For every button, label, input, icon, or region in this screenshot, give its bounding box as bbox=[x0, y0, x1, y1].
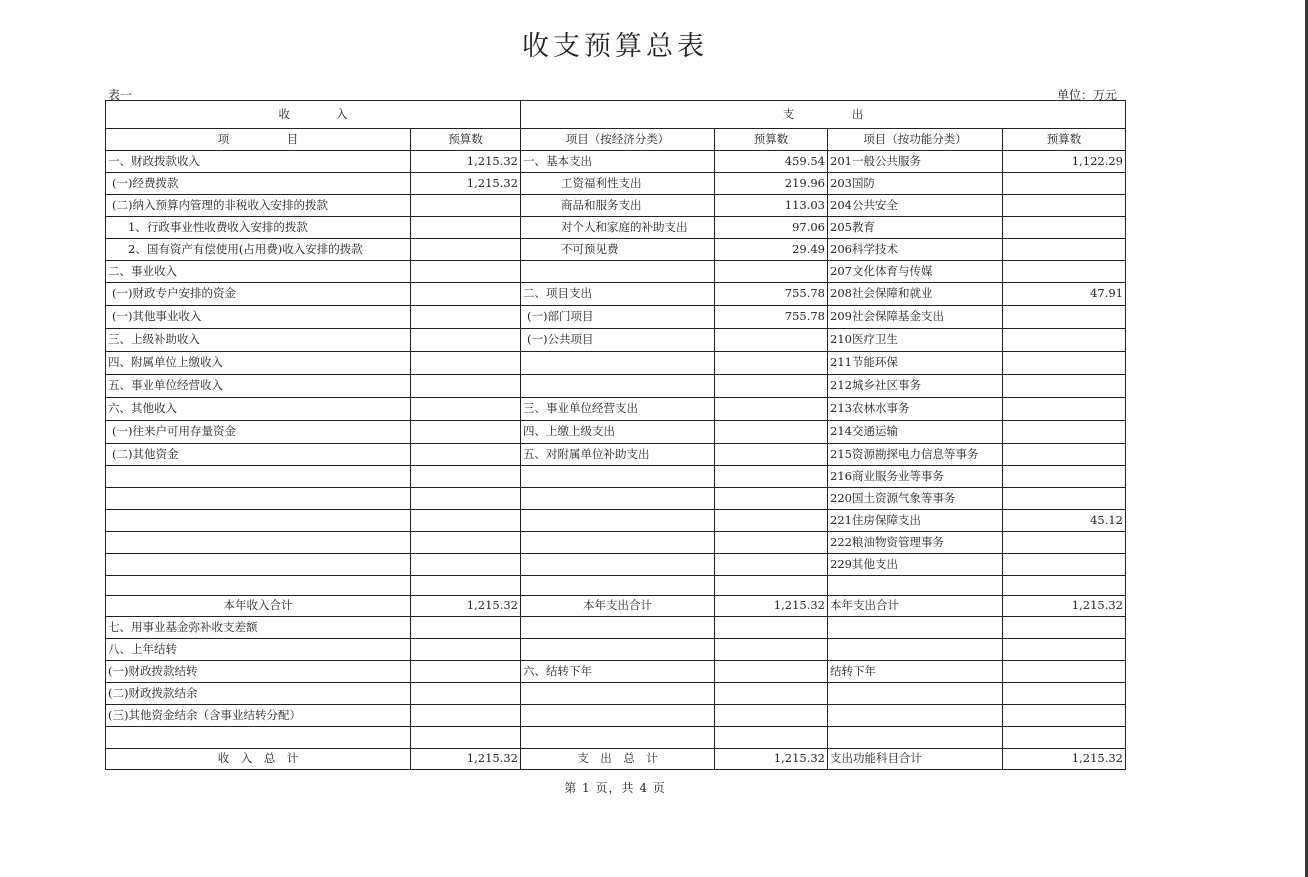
econ-value-cell bbox=[715, 532, 828, 554]
income-item-cell bbox=[106, 532, 411, 554]
econ-value-cell bbox=[715, 466, 828, 488]
income-value-cell bbox=[411, 617, 521, 639]
func-item-cell: 229其他支出 bbox=[828, 554, 1003, 576]
econ-value-cell bbox=[715, 576, 828, 596]
econ-value-cell bbox=[715, 488, 828, 510]
col-func-item: 项目（按功能分类） bbox=[828, 129, 1003, 151]
func-item-cell: 207文化体育与传媒 bbox=[828, 261, 1003, 283]
func-value-cell bbox=[1003, 195, 1126, 217]
func-item-cell: 209社会保障基金支出 bbox=[828, 306, 1003, 329]
econ-item-cell: 不可预见费 bbox=[521, 239, 715, 261]
income-value-cell bbox=[411, 488, 521, 510]
econ-item-cell bbox=[521, 375, 715, 398]
func-value-cell: 1,215.32 bbox=[1003, 749, 1126, 770]
table-row bbox=[106, 261, 1126, 283]
econ-value-cell: 459.54 bbox=[715, 151, 828, 173]
table-row bbox=[106, 329, 1126, 352]
table-row bbox=[106, 639, 1126, 661]
table-row bbox=[106, 444, 1126, 466]
func-value-cell bbox=[1003, 617, 1126, 639]
income-value-cell bbox=[411, 705, 521, 727]
func-item-cell bbox=[828, 576, 1003, 596]
income-item-cell: 八、上年结转 bbox=[106, 639, 411, 661]
econ-item-cell bbox=[521, 576, 715, 596]
col-econ-item: 项目（按经济分类） bbox=[521, 129, 715, 151]
func-value-cell bbox=[1003, 488, 1126, 510]
income-value-cell bbox=[411, 239, 521, 261]
func-item-cell bbox=[828, 705, 1003, 727]
income-item-cell: (二)财政拨款结余 bbox=[106, 683, 411, 705]
econ-value-cell bbox=[715, 510, 828, 532]
table-row bbox=[106, 306, 1126, 329]
header-column-row bbox=[106, 129, 1126, 151]
econ-value-cell bbox=[715, 705, 828, 727]
income-header: 收 入 bbox=[106, 101, 521, 129]
table-row bbox=[106, 510, 1126, 532]
econ-value-cell: 755.78 bbox=[715, 283, 828, 306]
func-item-cell: 214交通运输 bbox=[828, 421, 1003, 444]
func-item-cell: 211节能环保 bbox=[828, 352, 1003, 375]
econ-item-cell: 对个人和家庭的补助支出 bbox=[521, 217, 715, 239]
func-item-cell bbox=[828, 727, 1003, 749]
econ-item-cell: (一)部门项目 bbox=[521, 306, 715, 329]
income-item-cell: 六、其他收入 bbox=[106, 398, 411, 421]
income-item-cell: (一)财政拨款结转 bbox=[106, 661, 411, 683]
func-item-cell bbox=[828, 683, 1003, 705]
income-value-cell bbox=[411, 352, 521, 375]
table-row bbox=[106, 596, 1126, 617]
func-value-cell bbox=[1003, 239, 1126, 261]
func-item-cell: 210医疗卫生 bbox=[828, 329, 1003, 352]
func-item-cell bbox=[828, 639, 1003, 661]
econ-value-cell: 29.49 bbox=[715, 239, 828, 261]
budget-summary-table bbox=[105, 100, 1126, 770]
income-value-cell bbox=[411, 195, 521, 217]
income-value-cell bbox=[411, 217, 521, 239]
func-value-cell bbox=[1003, 532, 1126, 554]
econ-item-cell: 二、项目支出 bbox=[521, 283, 715, 306]
func-value-cell bbox=[1003, 683, 1126, 705]
income-item-cell: 七、用事业基金弥补收支差额 bbox=[106, 617, 411, 639]
income-value-cell: 1,215.32 bbox=[411, 749, 521, 770]
income-value-cell bbox=[411, 261, 521, 283]
func-value-cell: 1,215.32 bbox=[1003, 596, 1126, 617]
econ-item-cell bbox=[521, 261, 715, 283]
income-value-cell bbox=[411, 576, 521, 596]
header-group-row bbox=[106, 101, 1126, 129]
econ-item-cell: 三、事业单位经营支出 bbox=[521, 398, 715, 421]
table-row bbox=[106, 532, 1126, 554]
econ-value-cell bbox=[715, 444, 828, 466]
expense-header: 支 出 bbox=[521, 101, 1126, 129]
income-item-cell bbox=[106, 727, 411, 749]
func-value-cell bbox=[1003, 466, 1126, 488]
income-value-cell: 1,215.32 bbox=[411, 596, 521, 617]
econ-value-cell bbox=[715, 683, 828, 705]
income-value-cell bbox=[411, 661, 521, 683]
func-value-cell: 47.91 bbox=[1003, 283, 1126, 306]
func-value-cell bbox=[1003, 421, 1126, 444]
income-value-cell bbox=[411, 532, 521, 554]
income-value-cell: 1,215.32 bbox=[411, 173, 521, 195]
unit-label: 单位：万元 bbox=[1057, 88, 1118, 102]
func-item-cell: 206科学技术 bbox=[828, 239, 1003, 261]
func-item-cell: 212城乡社区事务 bbox=[828, 375, 1003, 398]
func-value-cell bbox=[1003, 554, 1126, 576]
econ-item-cell: 工资福利性支出 bbox=[521, 173, 715, 195]
col-item: 项 目 bbox=[106, 129, 411, 151]
income-item-cell: 四、附属单位上缴收入 bbox=[106, 352, 411, 375]
econ-item-cell: 支 出 总 计 bbox=[521, 749, 715, 770]
func-item-cell: 205教育 bbox=[828, 217, 1003, 239]
func-value-cell bbox=[1003, 398, 1126, 421]
func-item-cell: 213农林水事务 bbox=[828, 398, 1003, 421]
income-value-cell bbox=[411, 683, 521, 705]
func-value-cell bbox=[1003, 576, 1126, 596]
income-item-cell bbox=[106, 576, 411, 596]
income-item-cell: 本年收入合计 bbox=[106, 596, 411, 617]
table-row bbox=[106, 466, 1126, 488]
income-value-cell: 1,215.32 bbox=[411, 151, 521, 173]
func-value-cell bbox=[1003, 727, 1126, 749]
table-row bbox=[106, 705, 1126, 727]
table-number: 表一 bbox=[108, 88, 133, 102]
income-value-cell bbox=[411, 421, 521, 444]
func-item-cell: 222粮油物资管理事务 bbox=[828, 532, 1003, 554]
func-item-cell: 结转下年 bbox=[828, 661, 1003, 683]
econ-item-cell bbox=[521, 727, 715, 749]
income-item-cell: (一)财政专户安排的资金 bbox=[106, 283, 411, 306]
econ-item-cell: 一、基本支出 bbox=[521, 151, 715, 173]
econ-value-cell: 113.03 bbox=[715, 195, 828, 217]
income-value-cell bbox=[411, 554, 521, 576]
econ-value-cell bbox=[715, 617, 828, 639]
income-value-cell bbox=[411, 306, 521, 329]
func-item-cell: 208社会保障和就业 bbox=[828, 283, 1003, 306]
econ-value-cell: 755.78 bbox=[715, 306, 828, 329]
income-item-cell: 收 入 总 计 bbox=[106, 749, 411, 770]
func-value-cell bbox=[1003, 329, 1126, 352]
table-row bbox=[106, 151, 1126, 173]
table-row bbox=[106, 661, 1126, 683]
table-body bbox=[106, 151, 1126, 770]
func-value-cell bbox=[1003, 306, 1126, 329]
econ-item-cell: 商品和服务支出 bbox=[521, 195, 715, 217]
econ-item-cell: 六、结转下年 bbox=[521, 661, 715, 683]
income-item-cell bbox=[106, 488, 411, 510]
econ-value-cell bbox=[715, 329, 828, 352]
func-value-cell bbox=[1003, 261, 1126, 283]
income-item-cell: 三、上级补助收入 bbox=[106, 329, 411, 352]
table-row bbox=[106, 283, 1126, 306]
econ-item-cell: (一)公共项目 bbox=[521, 329, 715, 352]
econ-item-cell: 四、上缴上级支出 bbox=[521, 421, 715, 444]
income-value-cell bbox=[411, 639, 521, 661]
func-item-cell bbox=[828, 617, 1003, 639]
income-item-cell: 五、事业单位经营收入 bbox=[106, 375, 411, 398]
func-item-cell: 215资源勘探电力信息等事务 bbox=[828, 444, 1003, 466]
func-item-cell: 本年支出合计 bbox=[828, 596, 1003, 617]
table-row bbox=[106, 239, 1126, 261]
table-row bbox=[106, 683, 1126, 705]
table-row bbox=[106, 488, 1126, 510]
income-value-cell bbox=[411, 329, 521, 352]
econ-item-cell bbox=[521, 617, 715, 639]
econ-value-cell bbox=[715, 639, 828, 661]
func-value-cell: 1,122.29 bbox=[1003, 151, 1126, 173]
income-item-cell bbox=[106, 466, 411, 488]
func-value-cell bbox=[1003, 639, 1126, 661]
func-item-cell: 220国土资源气象等事务 bbox=[828, 488, 1003, 510]
func-item-cell: 支出功能科目合计 bbox=[828, 749, 1003, 770]
income-item-cell: 二、事业收入 bbox=[106, 261, 411, 283]
func-value-cell bbox=[1003, 375, 1126, 398]
econ-item-cell bbox=[521, 532, 715, 554]
table-row bbox=[106, 421, 1126, 444]
econ-item-cell bbox=[521, 683, 715, 705]
econ-value-cell bbox=[715, 421, 828, 444]
income-value-cell bbox=[411, 466, 521, 488]
income-item-cell: (三)其他资金结余（含事业结转分配） bbox=[106, 705, 411, 727]
col-econ-budget: 预算数 bbox=[715, 129, 828, 151]
econ-value-cell bbox=[715, 352, 828, 375]
income-item-cell bbox=[106, 554, 411, 576]
econ-value-cell bbox=[715, 398, 828, 421]
table-row bbox=[106, 727, 1126, 749]
func-value-cell bbox=[1003, 444, 1126, 466]
table-row bbox=[106, 217, 1126, 239]
econ-value-cell: 1,215.32 bbox=[715, 596, 828, 617]
income-value-cell bbox=[411, 727, 521, 749]
func-value-cell bbox=[1003, 352, 1126, 375]
func-value-cell bbox=[1003, 173, 1126, 195]
page-title: 收支预算总表 bbox=[522, 31, 708, 62]
income-item-cell: (一)其他事业收入 bbox=[106, 306, 411, 329]
table-row bbox=[106, 617, 1126, 639]
income-item-cell: 一、财政拨款收入 bbox=[106, 151, 411, 173]
func-item-cell: 201一般公共服务 bbox=[828, 151, 1003, 173]
table-row bbox=[106, 352, 1126, 375]
econ-value-cell: 1,215.32 bbox=[715, 749, 828, 770]
col-func-budget: 预算数 bbox=[1003, 129, 1126, 151]
func-value-cell bbox=[1003, 705, 1126, 727]
income-value-cell bbox=[411, 510, 521, 532]
table-row bbox=[106, 749, 1126, 770]
econ-value-cell bbox=[715, 375, 828, 398]
econ-item-cell bbox=[521, 554, 715, 576]
income-value-cell bbox=[411, 444, 521, 466]
col-budget: 预算数 bbox=[411, 129, 521, 151]
income-item-cell: (一)往来户可用存量资金 bbox=[106, 421, 411, 444]
table-row bbox=[106, 375, 1126, 398]
table-row bbox=[106, 195, 1126, 217]
econ-item-cell: 本年支出合计 bbox=[521, 596, 715, 617]
income-value-cell bbox=[411, 375, 521, 398]
econ-item-cell bbox=[521, 352, 715, 375]
econ-item-cell bbox=[521, 705, 715, 727]
econ-value-cell bbox=[715, 727, 828, 749]
econ-item-cell bbox=[521, 510, 715, 532]
page-footer: 第 1 页，共 4 页 bbox=[564, 781, 666, 795]
func-item-cell: 204公共安全 bbox=[828, 195, 1003, 217]
econ-item-cell bbox=[521, 466, 715, 488]
income-item-cell: (二)其他资金 bbox=[106, 444, 411, 466]
econ-item-cell: 五、对附属单位补助支出 bbox=[521, 444, 715, 466]
func-value-cell bbox=[1003, 217, 1126, 239]
income-item-cell: 1、行政事业性收费收入安排的拨款 bbox=[106, 217, 411, 239]
func-value-cell bbox=[1003, 661, 1126, 683]
income-item-cell bbox=[106, 510, 411, 532]
econ-value-cell bbox=[715, 554, 828, 576]
econ-item-cell bbox=[521, 639, 715, 661]
table-row bbox=[106, 554, 1126, 576]
econ-value-cell: 97.06 bbox=[715, 217, 828, 239]
income-item-cell: (二)纳入预算内管理的非税收入安排的拨款 bbox=[106, 195, 411, 217]
income-value-cell bbox=[411, 398, 521, 421]
econ-value-cell bbox=[715, 261, 828, 283]
func-item-cell: 216商业服务业等事务 bbox=[828, 466, 1003, 488]
table-row bbox=[106, 576, 1126, 596]
econ-item-cell bbox=[521, 488, 715, 510]
income-value-cell bbox=[411, 283, 521, 306]
table-row bbox=[106, 398, 1126, 421]
income-item-cell: (一)经费拨款 bbox=[106, 173, 411, 195]
income-item-cell: 2、国有资产有偿使用(占用费)收入安排的拨款 bbox=[106, 239, 411, 261]
econ-value-cell: 219.96 bbox=[715, 173, 828, 195]
func-item-cell: 203国防 bbox=[828, 173, 1003, 195]
econ-value-cell bbox=[715, 661, 828, 683]
table-row bbox=[106, 173, 1126, 195]
func-value-cell: 45.12 bbox=[1003, 510, 1126, 532]
func-item-cell: 221住房保障支出 bbox=[828, 510, 1003, 532]
